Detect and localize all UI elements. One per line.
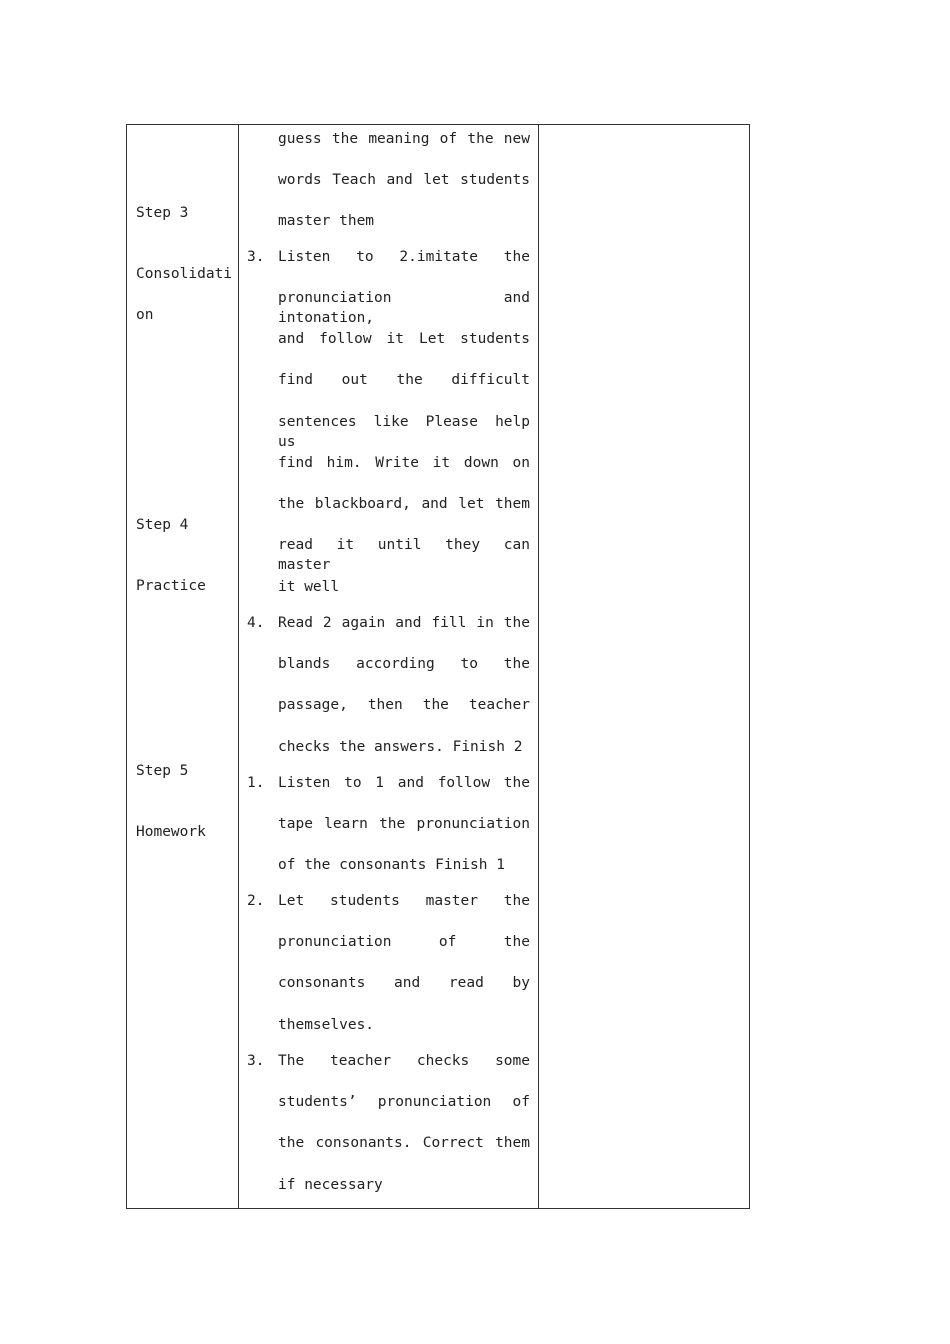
item-line: pronunciation of the — [278, 934, 530, 950]
item-line: checks the answers. Finish 2 — [278, 739, 523, 755]
item-line: and follow it Let students — [278, 331, 530, 347]
item-number: 3. — [247, 249, 265, 265]
item-number: 1. — [247, 775, 265, 791]
step-label: Step 5 — [136, 763, 189, 779]
lesson-plan-table — [126, 124, 750, 1209]
item-line: passage, then the teacher — [278, 697, 530, 713]
step-label: Practice — [136, 578, 206, 594]
item-line: consonants and read by — [278, 975, 530, 991]
step-label: Homework — [136, 824, 206, 840]
item-line: it well — [278, 579, 340, 595]
item-line: The teacher checks some — [278, 1053, 530, 1069]
item-line: read it until they can master — [278, 537, 530, 573]
item-line: Listen to 1 and follow the — [278, 775, 530, 791]
item-line: the blackboard, and let them — [278, 496, 530, 512]
item-line: Read 2 again and fill in the — [278, 615, 530, 631]
item-line: guess the meaning of the new — [278, 131, 530, 147]
step-label: Consolidati — [136, 266, 233, 282]
item-line: students’ pronunciation of — [278, 1094, 530, 1110]
column-divider-right — [538, 125, 539, 1208]
step-label: Step 3 — [136, 205, 189, 221]
step-label: Step 4 — [136, 517, 189, 533]
item-line: themselves. — [278, 1017, 375, 1033]
column-divider-left — [238, 125, 239, 1208]
item-line: Let students master the — [278, 893, 530, 909]
item-number: 2. — [247, 893, 265, 909]
item-line: blands according to the — [278, 656, 530, 672]
item-number: 3. — [247, 1053, 265, 1069]
item-line: sentences like Please help us — [278, 414, 530, 450]
item-line: the consonants. Correct them — [278, 1135, 530, 1151]
item-line: master them — [278, 213, 375, 229]
item-line: pronunciation and intonation, — [278, 290, 530, 326]
item-line: Listen to 2.imitate the — [278, 249, 530, 265]
item-line: find out the difficult — [278, 372, 530, 388]
item-line: tape learn the pronunciation — [278, 816, 530, 832]
item-line: words Teach and let students — [278, 172, 530, 188]
step-label: on — [136, 307, 154, 323]
item-line: find him. Write it down on — [278, 455, 530, 471]
item-number: 4. — [247, 615, 265, 631]
item-line: if necessary — [278, 1177, 383, 1193]
item-line: of the consonants Finish 1 — [278, 857, 505, 873]
